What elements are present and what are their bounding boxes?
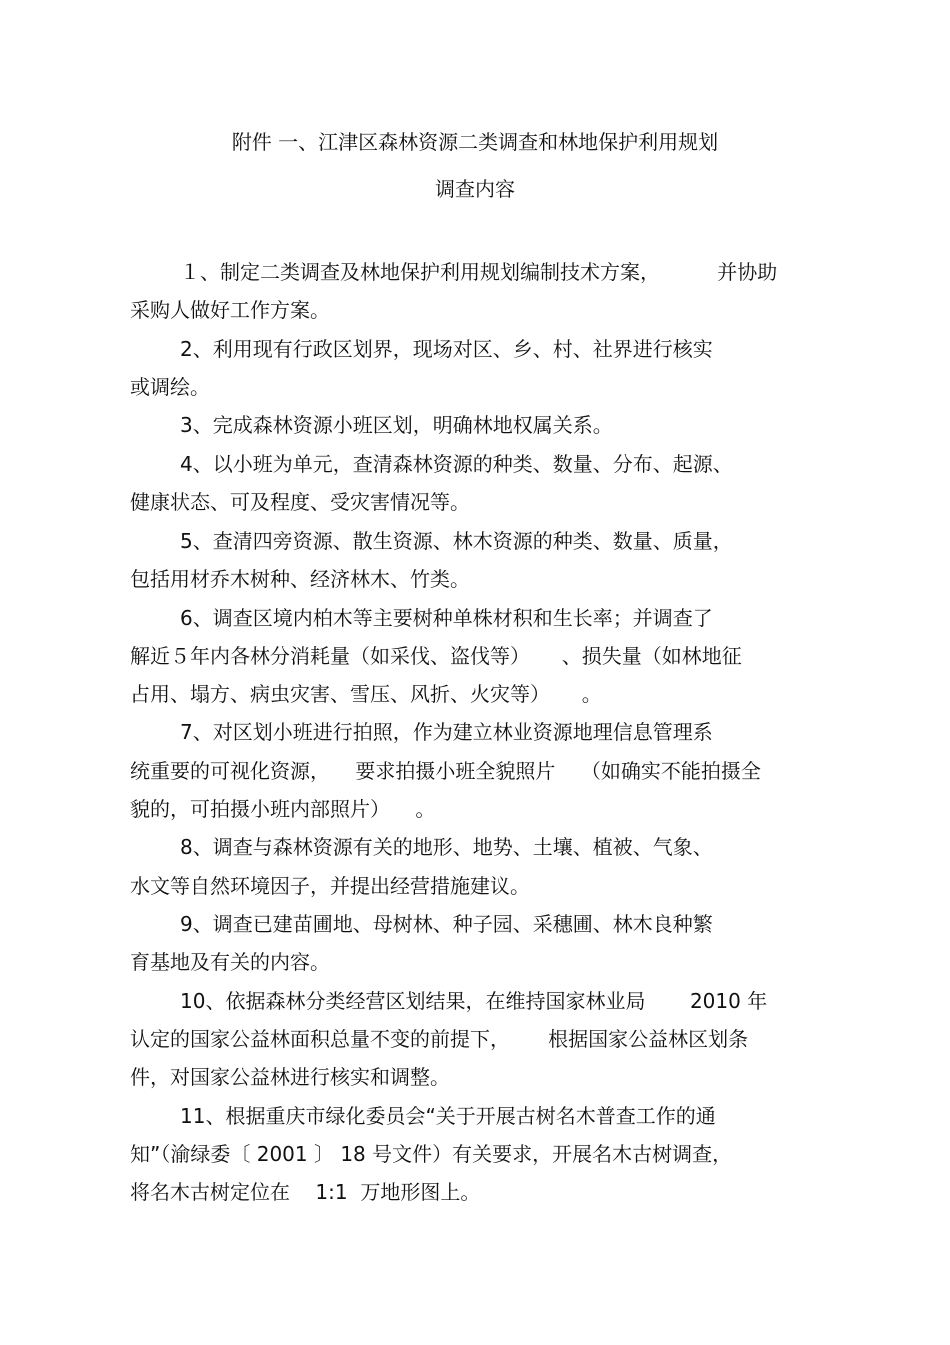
item-1-line-2: 采购人做好工作方案。 — [130, 298, 330, 322]
item-7-line-1: 7、对区划小班进行拍照，作为建立林业资源地理信息管理系 — [180, 720, 713, 744]
item-11-line-3: 将名木古树定位在 1:1 万地形图上。 — [130, 1180, 481, 1204]
document-title: 附件 一、江津区森林资源二类调查和林地保护利用规划 — [231, 130, 719, 154]
item-1-line-1: １、制定二类调查及林地保护利用规划编制技术方案， 并协助 — [180, 260, 778, 284]
item-5-line-1: 5、查清四旁资源、散生资源、林木资源的种类、数量、质量， — [180, 529, 733, 553]
item-3-line-1: 3、完成森林资源小班区划，明确林地权属关系。 — [180, 413, 613, 437]
item-2-line-1: 2、利用现有行政区划界，现场对区、乡、村、社界进行核实 — [180, 337, 713, 361]
item-6-line-2: 解近５年内各林分消耗量（如采伐、盗伐等） 、损失量（如林地征 — [130, 644, 742, 668]
item-10-line-1: 10、依据森林分类经营区划结果，在维持国家林业局 2010 年 — [180, 989, 768, 1013]
item-8-line-1: 8、调查与森林资源有关的地形、地势、土壤、植被、气象、 — [180, 835, 713, 859]
item-4-line-1: 4、以小班为单元，查清森林资源的种类、数量、分布、起源、 — [180, 452, 733, 476]
item-6-line-3: 占用、塌方、病虫灾害、雪压、风折、火灾等） 。 — [130, 682, 602, 706]
item-11-line-2: 知”（渝绿委〔 2001 〕 18 号文件）有关要求，开展名木古树调查， — [130, 1142, 733, 1166]
item-7-line-3: 貌的，可拍摄小班内部照片） 。 — [130, 797, 436, 821]
item-6-line-1: 6、调查区境内柏木等主要树种单株材积和生长率；并调查了 — [180, 606, 713, 630]
item-8-line-2: 水文等自然环境因子，并提出经营措施建议。 — [130, 874, 530, 898]
item-9-line-1: 9、调查已建苗圃地、母树林、种子园、采穗圃、林木良种繁 — [180, 912, 713, 936]
item-2-line-2: 或调绘。 — [130, 375, 210, 399]
item-9-line-2: 育基地及有关的内容。 — [130, 950, 330, 974]
item-7-line-2: 统重要的可视化资源， 要求拍摄小班全貌照片 （如确实不能拍摄全 — [130, 759, 761, 783]
item-4-line-2: 健康状态、可及程度、受灾害情况等。 — [130, 490, 470, 514]
item-10-line-2: 认定的国家公益林面积总量不变的前提下， 根据国家公益林区划条 — [130, 1027, 749, 1051]
item-10-line-3: 件，对国家公益林进行核实和调整。 — [130, 1065, 450, 1089]
item-11-line-1: 11、根据重庆市绿化委员会“关于开展古树名木普查工作的通 — [180, 1104, 716, 1128]
document-subtitle: 调查内容 — [435, 177, 515, 201]
item-5-line-2: 包括用材乔木树种、经济林木、竹类。 — [130, 567, 470, 591]
